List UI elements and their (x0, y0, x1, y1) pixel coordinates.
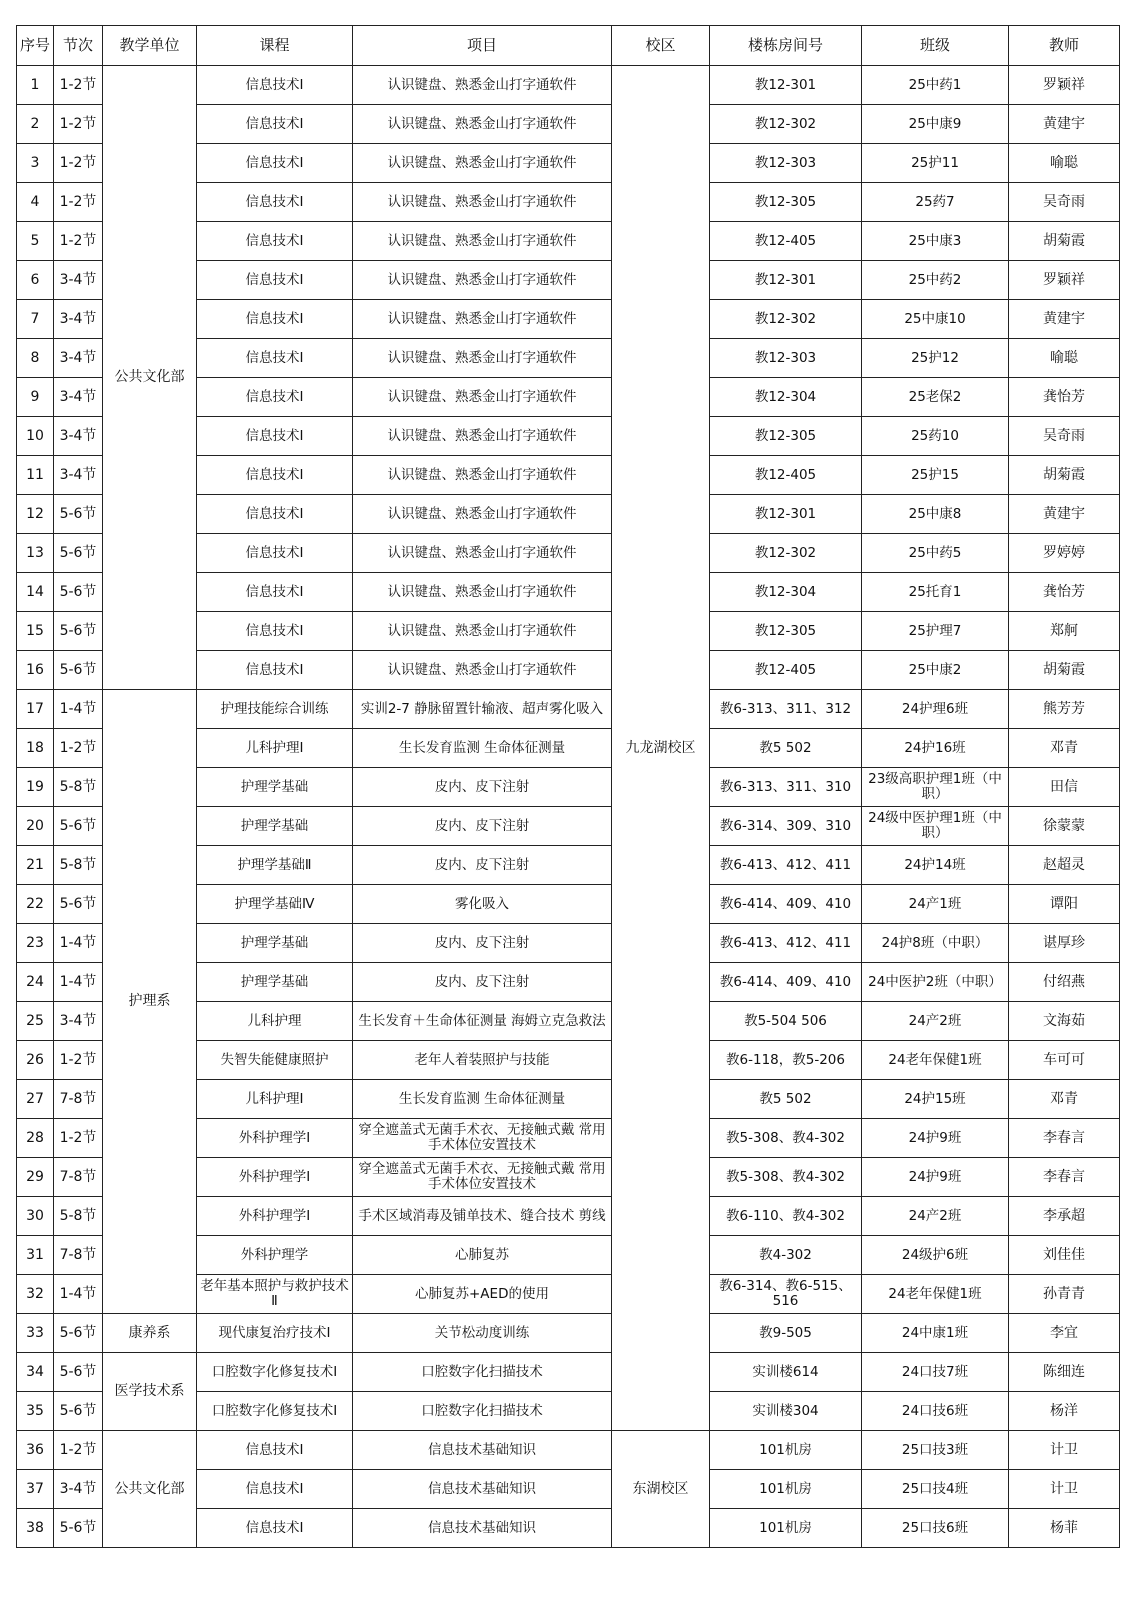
cell-course: 信息技术Ⅰ (197, 1431, 353, 1470)
cell-no: 8 (17, 339, 54, 378)
cell-class: 24护理6班 (862, 690, 1009, 729)
cell-project: 实训2-7 静脉留置针输液、超声雾化吸入 (353, 690, 612, 729)
cell-room: 教12-303 (710, 144, 862, 183)
cell-period: 1-2节 (54, 1431, 103, 1470)
cell-course: 信息技术Ⅰ (197, 261, 353, 300)
cell-project: 认识键盘、熟悉金山打字通软件 (353, 105, 612, 144)
cell-no: 24 (17, 963, 54, 1002)
cell-period: 1-2节 (54, 729, 103, 768)
cell-project: 认识键盘、熟悉金山打字通软件 (353, 144, 612, 183)
cell-room: 教5-308、教4-302 (710, 1158, 862, 1197)
cell-period: 7-8节 (54, 1158, 103, 1197)
cell-room: 教12-405 (710, 222, 862, 261)
cell-room: 教6-414、409、410 (710, 885, 862, 924)
cell-teacher: 计卫 (1009, 1431, 1120, 1470)
cell-project: 生长发育监测 生命体征测量 (353, 1080, 612, 1119)
cell-room: 教6-313、311、310 (710, 768, 862, 807)
cell-no: 5 (17, 222, 54, 261)
cell-teacher: 车可可 (1009, 1041, 1120, 1080)
cell-room: 教4-302 (710, 1236, 862, 1275)
cell-project: 认识键盘、熟悉金山打字通软件 (353, 573, 612, 612)
cell-teacher: 孙青青 (1009, 1275, 1120, 1314)
cell-teacher: 邓青 (1009, 729, 1120, 768)
cell-room: 教5 502 (710, 729, 862, 768)
cell-course: 信息技术Ⅰ (197, 534, 353, 573)
cell-no: 4 (17, 183, 54, 222)
cell-course: 信息技术Ⅰ (197, 222, 353, 261)
cell-no: 6 (17, 261, 54, 300)
cell-course: 信息技术Ⅰ (197, 300, 353, 339)
cell-class: 24护16班 (862, 729, 1009, 768)
cell-room: 教12-305 (710, 612, 862, 651)
header-teacher: 教师 (1009, 26, 1120, 66)
cell-project: 皮内、皮下注射 (353, 768, 612, 807)
cell-class: 25中康10 (862, 300, 1009, 339)
table-row (17, 66, 1120, 105)
cell-project: 认识键盘、熟悉金山打字通软件 (353, 378, 612, 417)
cell-course: 信息技术Ⅰ (197, 456, 353, 495)
cell-unit: 公共文化部 (103, 66, 197, 690)
table-row (17, 1314, 1120, 1353)
cell-course: 信息技术Ⅰ (197, 417, 353, 456)
cell-period: 5-8节 (54, 768, 103, 807)
cell-project: 认识键盘、熟悉金山打字通软件 (353, 417, 612, 456)
cell-period: 3-4节 (54, 456, 103, 495)
cell-room: 教5-504 506 (710, 1002, 862, 1041)
cell-project: 认识键盘、熟悉金山打字通软件 (353, 261, 612, 300)
cell-class: 24产1班 (862, 885, 1009, 924)
cell-period: 5-6节 (54, 885, 103, 924)
cell-teacher: 李春言 (1009, 1158, 1120, 1197)
cell-period: 1-2节 (54, 105, 103, 144)
header-project: 项目 (353, 26, 612, 66)
cell-teacher: 黄建宇 (1009, 300, 1120, 339)
cell-course: 外科护理学 (197, 1236, 353, 1275)
cell-course: 口腔数字化修复技术I (197, 1353, 353, 1392)
cell-teacher: 吴奇雨 (1009, 417, 1120, 456)
cell-no: 35 (17, 1392, 54, 1431)
cell-class: 25口技4班 (862, 1470, 1009, 1509)
cell-project: 手术区域消毒及铺单技术、缝合技术 剪线 (353, 1197, 612, 1236)
cell-room: 教12-302 (710, 534, 862, 573)
cell-room: 教6-118，教5-206 (710, 1041, 862, 1080)
cell-room: 教12-301 (710, 261, 862, 300)
cell-no: 14 (17, 573, 54, 612)
cell-class: 25药7 (862, 183, 1009, 222)
cell-period: 5-6节 (54, 1392, 103, 1431)
cell-period: 1-4节 (54, 690, 103, 729)
cell-teacher: 喻聪 (1009, 144, 1120, 183)
cell-project: 心肺复苏+AED的使用 (353, 1275, 612, 1314)
cell-no: 38 (17, 1509, 54, 1548)
cell-no: 1 (17, 66, 54, 105)
cell-period: 5-6节 (54, 573, 103, 612)
cell-class: 25托育1 (862, 573, 1009, 612)
cell-room: 教12-304 (710, 573, 862, 612)
cell-no: 33 (17, 1314, 54, 1353)
cell-teacher: 赵超灵 (1009, 846, 1120, 885)
cell-teacher: 杨菲 (1009, 1509, 1120, 1548)
cell-room: 教12-302 (710, 300, 862, 339)
cell-project: 生长发育＋生命体征测量 海姆立克急救法 (353, 1002, 612, 1041)
cell-room: 教12-301 (710, 495, 862, 534)
cell-course: 信息技术Ⅰ (197, 339, 353, 378)
table-row (17, 1353, 1120, 1392)
cell-course: 儿科护理 (197, 1002, 353, 1041)
cell-course: 外科护理学I (197, 1119, 353, 1158)
cell-class: 25口技6班 (862, 1509, 1009, 1548)
cell-class: 25中康8 (862, 495, 1009, 534)
cell-teacher: 李宜 (1009, 1314, 1120, 1353)
cell-teacher: 计卫 (1009, 1470, 1120, 1509)
cell-class: 25护理7 (862, 612, 1009, 651)
cell-course: 护理学基础Ⅱ (197, 846, 353, 885)
cell-unit: 医学技术系 (103, 1353, 197, 1431)
schedule-table (16, 25, 1120, 1548)
cell-teacher: 邓青 (1009, 1080, 1120, 1119)
header-unit: 教学单位 (103, 26, 197, 66)
cell-course: 信息技术Ⅰ (197, 1470, 353, 1509)
cell-room: 教12-303 (710, 339, 862, 378)
cell-no: 7 (17, 300, 54, 339)
cell-class: 24中康1班 (862, 1314, 1009, 1353)
cell-class: 24护9班 (862, 1158, 1009, 1197)
cell-room: 教12-405 (710, 456, 862, 495)
cell-no: 11 (17, 456, 54, 495)
cell-no: 36 (17, 1431, 54, 1470)
cell-no: 32 (17, 1275, 54, 1314)
cell-class: 23级高职护理1班（中职） (862, 768, 1009, 807)
table-row (17, 1431, 1120, 1470)
cell-project: 认识键盘、熟悉金山打字通软件 (353, 300, 612, 339)
cell-class: 24产2班 (862, 1002, 1009, 1041)
cell-period: 7-8节 (54, 1080, 103, 1119)
cell-no: 15 (17, 612, 54, 651)
cell-room: 教6-314、教6-515、516 (710, 1275, 862, 1314)
cell-course: 外科护理学I (197, 1158, 353, 1197)
cell-teacher: 李春言 (1009, 1119, 1120, 1158)
cell-room: 教5-308、教4-302 (710, 1119, 862, 1158)
cell-course: 护理学基础 (197, 807, 353, 846)
cell-course: 失智失能健康照护 (197, 1041, 353, 1080)
cell-no: 2 (17, 105, 54, 144)
cell-period: 1-2节 (54, 1041, 103, 1080)
cell-class: 25中康2 (862, 651, 1009, 690)
cell-teacher: 文海茹 (1009, 1002, 1120, 1041)
cell-class: 24口技7班 (862, 1353, 1009, 1392)
table-row (17, 690, 1120, 729)
cell-no: 22 (17, 885, 54, 924)
cell-room: 教6-110、教4-302 (710, 1197, 862, 1236)
cell-period: 1-4节 (54, 924, 103, 963)
cell-period: 1-2节 (54, 66, 103, 105)
cell-teacher: 胡菊霞 (1009, 222, 1120, 261)
cell-project: 信息技术基础知识 (353, 1509, 612, 1548)
cell-course: 信息技术Ⅰ (197, 183, 353, 222)
cell-teacher: 杨洋 (1009, 1392, 1120, 1431)
cell-course: 护理学基础 (197, 768, 353, 807)
cell-no: 28 (17, 1119, 54, 1158)
cell-class: 24级护6班 (862, 1236, 1009, 1275)
cell-teacher: 刘佳佳 (1009, 1236, 1120, 1275)
cell-course: 口腔数字化修复技术I (197, 1392, 353, 1431)
cell-project: 认识键盘、熟悉金山打字通软件 (353, 612, 612, 651)
cell-room: 教12-405 (710, 651, 862, 690)
cell-room: 教12-301 (710, 66, 862, 105)
cell-period: 5-6节 (54, 1353, 103, 1392)
cell-class: 25护15 (862, 456, 1009, 495)
cell-class: 25中药5 (862, 534, 1009, 573)
cell-period: 1-4节 (54, 1275, 103, 1314)
cell-no: 3 (17, 144, 54, 183)
cell-room: 教9-505 (710, 1314, 862, 1353)
cell-project: 皮内、皮下注射 (353, 807, 612, 846)
cell-course: 信息技术Ⅰ (197, 612, 353, 651)
cell-teacher: 谌厚珍 (1009, 924, 1120, 963)
cell-project: 信息技术基础知识 (353, 1470, 612, 1509)
cell-project: 生长发育监测 生命体征测量 (353, 729, 612, 768)
cell-project: 皮内、皮下注射 (353, 846, 612, 885)
cell-period: 5-6节 (54, 612, 103, 651)
cell-class: 24老年保健1班 (862, 1275, 1009, 1314)
cell-teacher: 黄建宇 (1009, 495, 1120, 534)
cell-project: 皮内、皮下注射 (353, 963, 612, 1002)
header-campus: 校区 (612, 26, 710, 66)
cell-course: 儿科护理I (197, 1080, 353, 1119)
cell-class: 24产2班 (862, 1197, 1009, 1236)
cell-course: 信息技术Ⅰ (197, 573, 353, 612)
cell-project: 穿全遮盖式无菌手术衣、无接触式戴 常用手术体位安置技术 (353, 1119, 612, 1158)
cell-campus: 东湖校区 (612, 1431, 710, 1548)
cell-room: 教12-305 (710, 417, 862, 456)
cell-teacher: 喻聪 (1009, 339, 1120, 378)
cell-no: 25 (17, 1002, 54, 1041)
cell-course: 信息技术Ⅰ (197, 378, 353, 417)
cell-class: 24中医护2班（中职） (862, 963, 1009, 1002)
cell-course: 护理学基础 (197, 924, 353, 963)
cell-room: 教6-413、412、411 (710, 924, 862, 963)
cell-class: 25口技3班 (862, 1431, 1009, 1470)
cell-teacher: 郑舸 (1009, 612, 1120, 651)
cell-teacher: 胡菊霞 (1009, 651, 1120, 690)
cell-no: 21 (17, 846, 54, 885)
cell-project: 口腔数字化扫描技术 (353, 1392, 612, 1431)
cell-period: 5-8节 (54, 1197, 103, 1236)
header-row (17, 26, 1120, 66)
cell-course: 信息技术Ⅰ (197, 144, 353, 183)
cell-project: 认识键盘、熟悉金山打字通软件 (353, 339, 612, 378)
cell-no: 29 (17, 1158, 54, 1197)
cell-class: 25中康9 (862, 105, 1009, 144)
cell-class: 24老年保健1班 (862, 1041, 1009, 1080)
cell-class: 25护11 (862, 144, 1009, 183)
cell-no: 10 (17, 417, 54, 456)
cell-class: 25药10 (862, 417, 1009, 456)
cell-teacher: 罗婷婷 (1009, 534, 1120, 573)
cell-no: 30 (17, 1197, 54, 1236)
cell-project: 老年人着装照护与技能 (353, 1041, 612, 1080)
cell-period: 1-2节 (54, 144, 103, 183)
cell-class: 25护12 (862, 339, 1009, 378)
cell-room: 101机房 (710, 1509, 862, 1548)
header-period: 节次 (54, 26, 103, 66)
cell-period: 5-6节 (54, 534, 103, 573)
cell-no: 20 (17, 807, 54, 846)
cell-project: 穿全遮盖式无菌手术衣、无接触式戴 常用手术体位安置技术 (353, 1158, 612, 1197)
cell-class: 25中药2 (862, 261, 1009, 300)
cell-no: 12 (17, 495, 54, 534)
cell-project: 雾化吸入 (353, 885, 612, 924)
cell-room: 教12-305 (710, 183, 862, 222)
cell-room: 实训楼614 (710, 1353, 862, 1392)
cell-project: 认识键盘、熟悉金山打字通软件 (353, 651, 612, 690)
cell-class: 24护9班 (862, 1119, 1009, 1158)
cell-no: 37 (17, 1470, 54, 1509)
cell-no: 16 (17, 651, 54, 690)
cell-period: 3-4节 (54, 1002, 103, 1041)
cell-teacher: 陈细连 (1009, 1353, 1120, 1392)
cell-project: 关节松动度训练 (353, 1314, 612, 1353)
cell-course: 信息技术Ⅰ (197, 105, 353, 144)
cell-room: 教6-313、311、312 (710, 690, 862, 729)
cell-no: 17 (17, 690, 54, 729)
cell-course: 信息技术Ⅰ (197, 651, 353, 690)
cell-room: 教12-304 (710, 378, 862, 417)
cell-teacher: 罗颖祥 (1009, 66, 1120, 105)
cell-no: 23 (17, 924, 54, 963)
cell-period: 3-4节 (54, 261, 103, 300)
cell-period: 5-6节 (54, 1314, 103, 1353)
cell-course: 护理学基础 (197, 963, 353, 1002)
cell-course: 外科护理学I (197, 1197, 353, 1236)
cell-period: 3-4节 (54, 1470, 103, 1509)
cell-class: 25中药1 (862, 66, 1009, 105)
cell-project: 认识键盘、熟悉金山打字通软件 (353, 183, 612, 222)
cell-no: 19 (17, 768, 54, 807)
cell-course: 现代康复治疗技术Ⅰ (197, 1314, 353, 1353)
cell-room: 教12-302 (710, 105, 862, 144)
cell-teacher: 徐蒙蒙 (1009, 807, 1120, 846)
cell-course: 信息技术Ⅰ (197, 1509, 353, 1548)
cell-teacher: 龚怡芳 (1009, 378, 1120, 417)
cell-no: 13 (17, 534, 54, 573)
cell-course: 护理技能综合训练 (197, 690, 353, 729)
cell-room: 教6-414、409、410 (710, 963, 862, 1002)
cell-project: 认识键盘、熟悉金山打字通软件 (353, 222, 612, 261)
cell-room: 101机房 (710, 1470, 862, 1509)
cell-room: 教5 502 (710, 1080, 862, 1119)
cell-unit: 公共文化部 (103, 1431, 197, 1548)
cell-teacher: 田信 (1009, 768, 1120, 807)
cell-teacher: 吴奇雨 (1009, 183, 1120, 222)
cell-teacher: 付绍燕 (1009, 963, 1120, 1002)
cell-class: 24口技6班 (862, 1392, 1009, 1431)
header-room: 楼栋房间号 (710, 26, 862, 66)
cell-project: 认识键盘、熟悉金山打字通软件 (353, 534, 612, 573)
cell-course: 老年基本照护与救护技术Ⅱ (197, 1275, 353, 1314)
cell-class: 24护15班 (862, 1080, 1009, 1119)
cell-class: 24级中医护理1班（中职） (862, 807, 1009, 846)
cell-unit: 康养系 (103, 1314, 197, 1353)
header-course: 课程 (197, 26, 353, 66)
cell-period: 3-4节 (54, 300, 103, 339)
cell-period: 7-8节 (54, 1236, 103, 1275)
cell-course: 信息技术Ⅰ (197, 66, 353, 105)
cell-period: 1-4节 (54, 963, 103, 1002)
cell-period: 3-4节 (54, 378, 103, 417)
cell-period: 5-8节 (54, 846, 103, 885)
cell-room: 实训楼304 (710, 1392, 862, 1431)
cell-campus: 九龙湖校区 (612, 66, 710, 1431)
cell-teacher: 龚怡芳 (1009, 573, 1120, 612)
cell-project: 认识键盘、熟悉金山打字通软件 (353, 66, 612, 105)
cell-class: 24护14班 (862, 846, 1009, 885)
cell-project: 心肺复苏 (353, 1236, 612, 1275)
header-no: 序号 (17, 26, 54, 66)
cell-project: 认识键盘、熟悉金山打字通软件 (353, 456, 612, 495)
cell-period: 3-4节 (54, 339, 103, 378)
cell-teacher: 熊芳芳 (1009, 690, 1120, 729)
cell-period: 3-4节 (54, 417, 103, 456)
cell-no: 27 (17, 1080, 54, 1119)
cell-period: 5-6节 (54, 651, 103, 690)
cell-no: 34 (17, 1353, 54, 1392)
cell-course: 信息技术Ⅰ (197, 495, 353, 534)
cell-class: 25中康3 (862, 222, 1009, 261)
schedule-body (17, 66, 1120, 1548)
cell-period: 5-6节 (54, 495, 103, 534)
cell-room: 101机房 (710, 1431, 862, 1470)
cell-room: 教6-314、309、310 (710, 807, 862, 846)
cell-teacher: 黄建宇 (1009, 105, 1120, 144)
cell-no: 31 (17, 1236, 54, 1275)
cell-course: 护理学基础Ⅳ (197, 885, 353, 924)
cell-project: 皮内、皮下注射 (353, 924, 612, 963)
cell-period: 5-6节 (54, 807, 103, 846)
cell-teacher: 罗颖祥 (1009, 261, 1120, 300)
header-class: 班级 (862, 26, 1009, 66)
cell-class: 25老保2 (862, 378, 1009, 417)
cell-teacher: 李承超 (1009, 1197, 1120, 1236)
cell-period: 1-2节 (54, 183, 103, 222)
cell-period: 5-6节 (54, 1509, 103, 1548)
cell-project: 认识键盘、熟悉金山打字通软件 (353, 495, 612, 534)
cell-teacher: 胡菊霞 (1009, 456, 1120, 495)
cell-period: 1-2节 (54, 222, 103, 261)
cell-course: 儿科护理I (197, 729, 353, 768)
cell-period: 1-2节 (54, 1119, 103, 1158)
cell-teacher: 谭阳 (1009, 885, 1120, 924)
cell-no: 26 (17, 1041, 54, 1080)
cell-project: 信息技术基础知识 (353, 1431, 612, 1470)
cell-unit: 护理系 (103, 690, 197, 1314)
cell-room: 教6-413、412、411 (710, 846, 862, 885)
cell-no: 18 (17, 729, 54, 768)
cell-project: 口腔数字化扫描技术 (353, 1353, 612, 1392)
cell-no: 9 (17, 378, 54, 417)
cell-class: 24护8班（中职） (862, 924, 1009, 963)
